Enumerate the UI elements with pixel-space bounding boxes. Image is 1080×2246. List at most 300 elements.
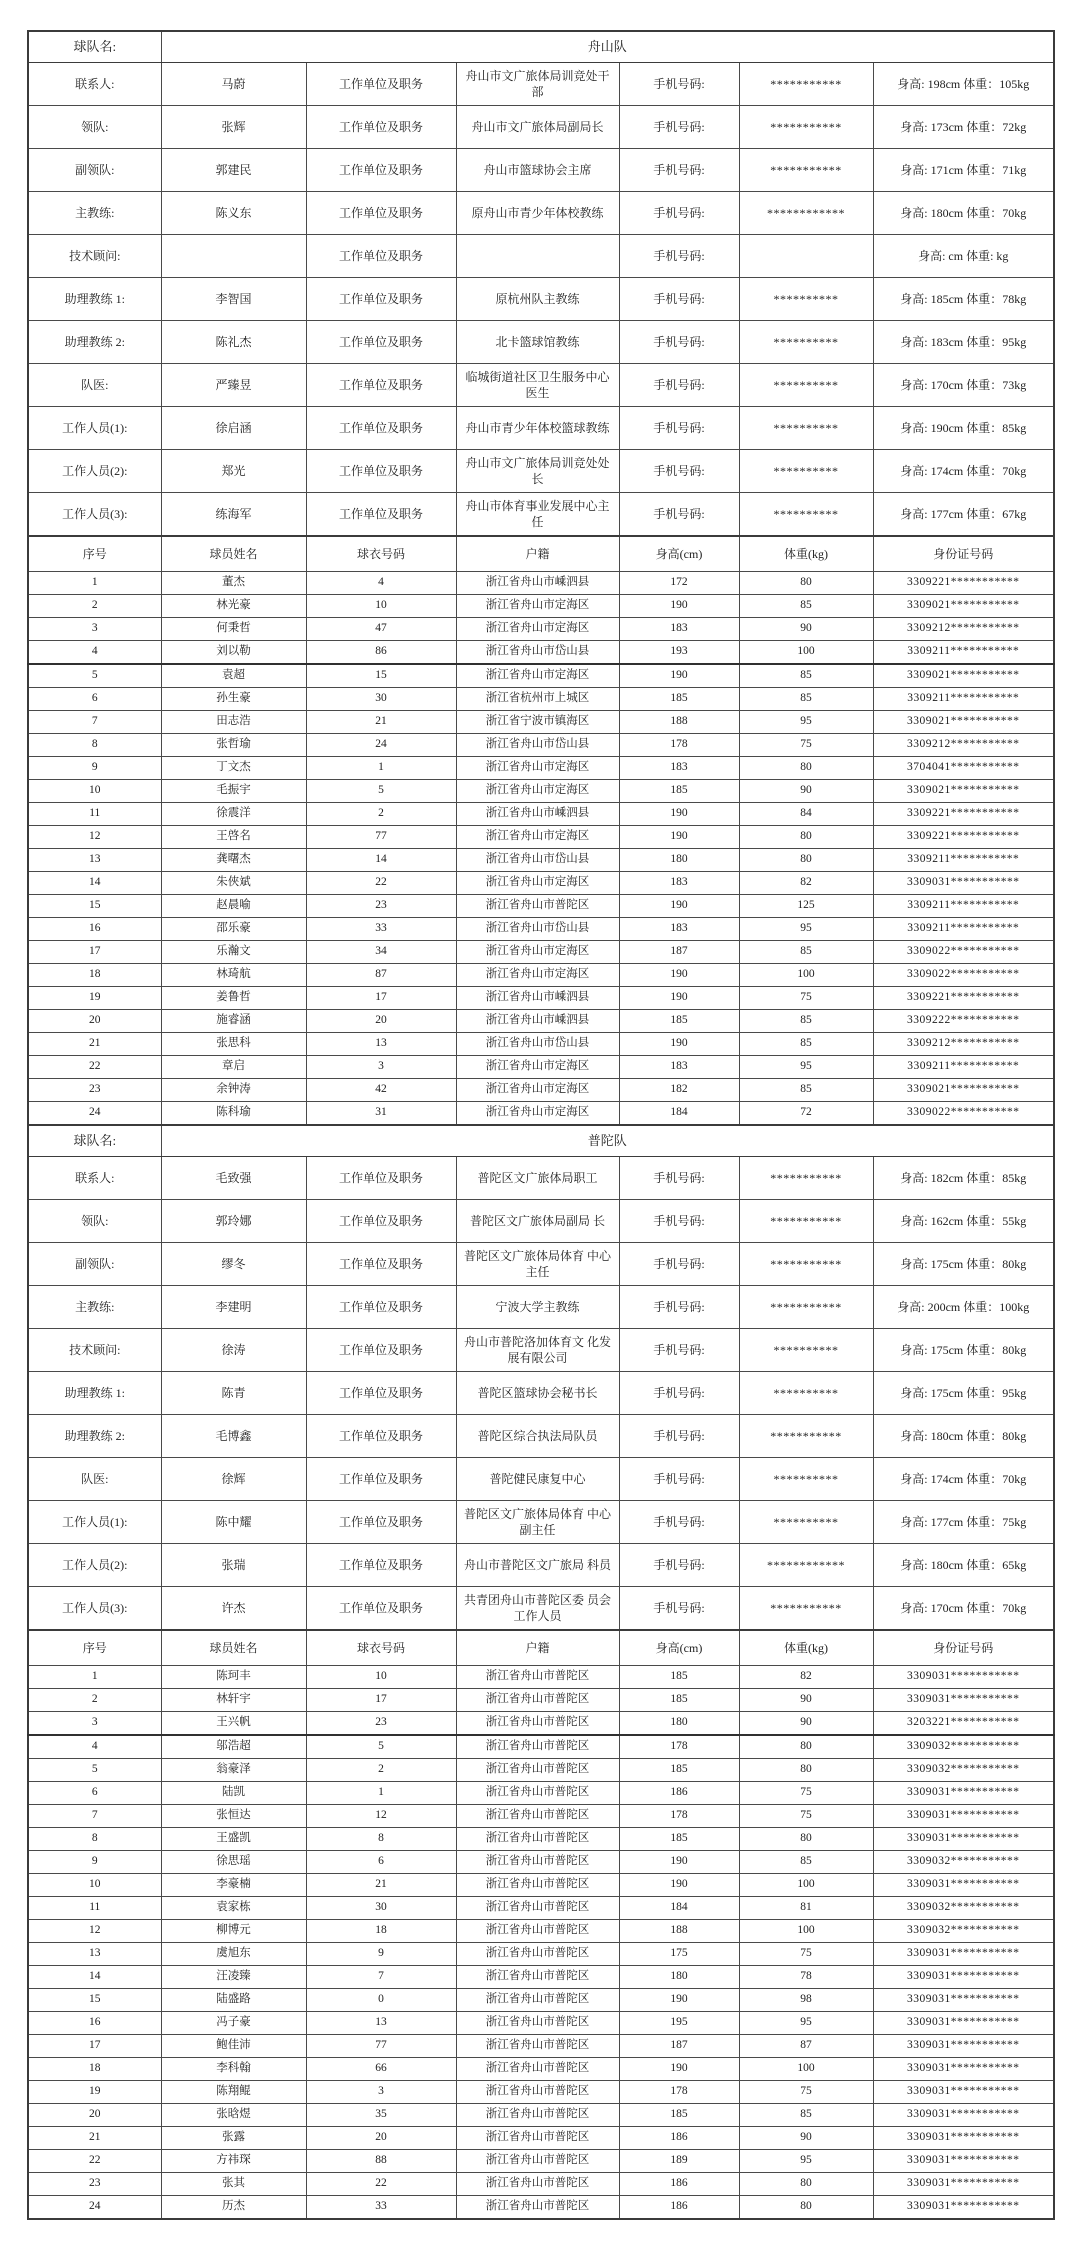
- player-hukou: 浙江省舟山市岱山县: [456, 1033, 619, 1056]
- staff-phone-masked: ***********: [739, 106, 873, 149]
- roster-body: [28, 31, 1054, 2219]
- player-weight: 90: [739, 1689, 873, 1712]
- player-jersey: 33: [306, 918, 456, 941]
- staff-unit-label: 工作单位及职务: [306, 1458, 456, 1501]
- player-height: 184: [619, 1897, 739, 1920]
- staff-phone-masked: ***********: [739, 149, 873, 192]
- player-hukou: 浙江省舟山市嵊泗县: [456, 987, 619, 1010]
- player-weight: 85: [739, 595, 873, 618]
- staff-unit-value: 舟山市篮球协会主席: [456, 149, 619, 192]
- player-row: [28, 2081, 1054, 2104]
- player-height: 185: [619, 1759, 739, 1782]
- player-name: 陈珂丰: [161, 1666, 306, 1689]
- player-row: [28, 1828, 1054, 1851]
- player-id-masked: 3309211***********: [873, 641, 1054, 665]
- player-name: 汪凌臻: [161, 1966, 306, 1989]
- staff-unit-label: 工作单位及职务: [306, 1329, 456, 1372]
- player-jersey: 35: [306, 2104, 456, 2127]
- staff-phone-label: 手机号码:: [619, 1458, 739, 1501]
- player-weight: 90: [739, 1712, 873, 1736]
- staff-unit-value: 舟山市普陀洛加体育文 化发展有限公司: [456, 1329, 619, 1372]
- player-name: 张恒达: [161, 1805, 306, 1828]
- staff-row: [28, 1458, 1054, 1501]
- player-hukou: 浙江省舟山市普陀区: [456, 1828, 619, 1851]
- staff-body-info: 身高: 170cm 体重：73kg: [873, 364, 1054, 407]
- staff-role: 工作人员(3):: [28, 493, 161, 537]
- player-jersey: 14: [306, 849, 456, 872]
- player-hukou: 浙江省舟山市普陀区: [456, 1805, 619, 1828]
- player-row: [28, 987, 1054, 1010]
- player-weight: 80: [739, 757, 873, 780]
- player-no: 14: [28, 1966, 161, 1989]
- staff-unit-value: 原杭州队主教练: [456, 278, 619, 321]
- player-name: 李科翰: [161, 2058, 306, 2081]
- players-header-col-1: 球员姓名: [161, 536, 306, 572]
- player-jersey: 7: [306, 1966, 456, 1989]
- players-header-col-5: 体重(kg): [739, 1630, 873, 1666]
- player-hukou: 浙江省舟山市普陀区: [456, 2127, 619, 2150]
- player-weight: 84: [739, 803, 873, 826]
- player-no: 8: [28, 734, 161, 757]
- player-row: [28, 1805, 1054, 1828]
- player-row: [28, 1759, 1054, 1782]
- player-row: [28, 826, 1054, 849]
- player-id-masked: 3309021***********: [873, 780, 1054, 803]
- player-id-masked: 3309032***********: [873, 1759, 1054, 1782]
- player-id-masked: 3309021***********: [873, 1079, 1054, 1102]
- player-name: 林光豪: [161, 595, 306, 618]
- player-jersey: 5: [306, 780, 456, 803]
- staff-phone-label: 手机号码:: [619, 1329, 739, 1372]
- staff-phone-masked: ***********: [739, 1587, 873, 1631]
- player-jersey: 86: [306, 641, 456, 665]
- player-id-masked: 3309031***********: [873, 1782, 1054, 1805]
- staff-unit-value: 原舟山市青少年体校教练: [456, 192, 619, 235]
- player-name: 虞旭东: [161, 1943, 306, 1966]
- player-name: 张晗煜: [161, 2104, 306, 2127]
- player-weight: 75: [739, 987, 873, 1010]
- player-id-masked: 3309031***********: [873, 2081, 1054, 2104]
- player-hukou: 浙江省舟山市嵊泗县: [456, 803, 619, 826]
- player-height: 178: [619, 2081, 739, 2104]
- player-hukou: 浙江省舟山市定海区: [456, 595, 619, 618]
- player-jersey: 20: [306, 2127, 456, 2150]
- player-row: [28, 2150, 1054, 2173]
- staff-unit-label: 工作单位及职务: [306, 192, 456, 235]
- player-name: 王盛凯: [161, 1828, 306, 1851]
- staff-body-info: 身高: 162cm 体重：55kg: [873, 1200, 1054, 1243]
- player-height: 183: [619, 872, 739, 895]
- staff-row: [28, 450, 1054, 493]
- player-id-masked: 3309211***********: [873, 688, 1054, 711]
- player-row: [28, 941, 1054, 964]
- staff-name: 练海军: [161, 493, 306, 537]
- staff-unit-label: 工作单位及职务: [306, 149, 456, 192]
- staff-unit-value: 普陀区综合执法局队员: [456, 1415, 619, 1458]
- staff-phone-label: 手机号码:: [619, 149, 739, 192]
- player-row: [28, 1943, 1054, 1966]
- player-hukou: 浙江省舟山市定海区: [456, 780, 619, 803]
- player-no: 1: [28, 572, 161, 595]
- player-name: 邬浩超: [161, 1735, 306, 1759]
- player-height: 185: [619, 1689, 739, 1712]
- player-row: [28, 1689, 1054, 1712]
- staff-unit-value: 舟山市普陀区文广旅局 科员: [456, 1544, 619, 1587]
- player-hukou: 浙江省舟山市普陀区: [456, 1897, 619, 1920]
- staff-unit-value: 舟山市文广旅体局训竞处干部: [456, 63, 619, 106]
- staff-phone-masked: **********: [739, 1458, 873, 1501]
- player-weight: 95: [739, 1056, 873, 1079]
- player-hukou: 浙江省舟山市普陀区: [456, 2012, 619, 2035]
- player-row: [28, 849, 1054, 872]
- staff-unit-label: 工作单位及职务: [306, 1243, 456, 1286]
- staff-body-info: 身高: 200cm 体重：100kg: [873, 1286, 1054, 1329]
- team-name-row: [28, 1125, 1054, 1157]
- players-header-col-5: 体重(kg): [739, 536, 873, 572]
- player-no: 21: [28, 1033, 161, 1056]
- players-header-col-1: 球员姓名: [161, 1630, 306, 1666]
- team-name-label: 球队名:: [28, 1125, 161, 1157]
- staff-unit-value: 普陀区篮球协会秘书长: [456, 1372, 619, 1415]
- staff-unit-value: 共青团舟山市普陀区委 员会工作人员: [456, 1587, 619, 1631]
- player-weight: 75: [739, 734, 873, 757]
- staff-row: [28, 1587, 1054, 1631]
- staff-phone-label: 手机号码:: [619, 278, 739, 321]
- player-no: 13: [28, 849, 161, 872]
- staff-unit-label: 工作单位及职务: [306, 1372, 456, 1415]
- player-no: 24: [28, 2196, 161, 2220]
- staff-unit-label: 工作单位及职务: [306, 1200, 456, 1243]
- player-name: 翁豪泽: [161, 1759, 306, 1782]
- player-name: 徐思瑶: [161, 1851, 306, 1874]
- staff-unit-value: 北卡篮球馆教练: [456, 321, 619, 364]
- player-name: 赵晨喻: [161, 895, 306, 918]
- player-weight: 95: [739, 2150, 873, 2173]
- player-hukou: 浙江省舟山市定海区: [456, 757, 619, 780]
- player-no: 17: [28, 2035, 161, 2058]
- player-height: 190: [619, 1989, 739, 2012]
- player-id-masked: 3309021***********: [873, 664, 1054, 688]
- player-id-masked: 3309212***********: [873, 734, 1054, 757]
- staff-body-info: 身高: 180cm 体重：65kg: [873, 1544, 1054, 1587]
- player-hukou: 浙江省舟山市岱山县: [456, 734, 619, 757]
- player-height: 185: [619, 2104, 739, 2127]
- staff-phone-masked: **********: [739, 1329, 873, 1372]
- player-jersey: 23: [306, 895, 456, 918]
- player-name: 鲍佳沛: [161, 2035, 306, 2058]
- staff-phone-label: 手机号码:: [619, 493, 739, 537]
- player-name: 陆盛路: [161, 1989, 306, 2012]
- staff-row: [28, 493, 1054, 537]
- staff-unit-value: 普陀区文广旅体局职工: [456, 1157, 619, 1200]
- staff-body-info: 身高: 180cm 体重：70kg: [873, 192, 1054, 235]
- player-height: 190: [619, 2058, 739, 2081]
- player-hukou: 浙江省舟山市岱山县: [456, 918, 619, 941]
- player-row: [28, 1712, 1054, 1736]
- staff-unit-label: 工作单位及职务: [306, 493, 456, 537]
- player-no: 21: [28, 2127, 161, 2150]
- player-row: [28, 2058, 1054, 2081]
- player-row: [28, 595, 1054, 618]
- staff-phone-label: 手机号码:: [619, 63, 739, 106]
- player-name: 何秉哲: [161, 618, 306, 641]
- player-name: 徐震洋: [161, 803, 306, 826]
- staff-name: 张瑞: [161, 1544, 306, 1587]
- player-id-masked: 3309031***********: [873, 1943, 1054, 1966]
- staff-name: 陈义东: [161, 192, 306, 235]
- player-height: 190: [619, 803, 739, 826]
- player-name: 乐瀚文: [161, 941, 306, 964]
- player-hukou: 浙江省舟山市普陀区: [456, 1989, 619, 2012]
- player-hukou: 浙江省舟山市定海区: [456, 1079, 619, 1102]
- player-height: 193: [619, 641, 739, 665]
- player-jersey: 21: [306, 711, 456, 734]
- player-hukou: 浙江省舟山市普陀区: [456, 1759, 619, 1782]
- player-height: 180: [619, 1712, 739, 1736]
- player-name: 孙生豪: [161, 688, 306, 711]
- staff-unit-label: 工作单位及职务: [306, 450, 456, 493]
- staff-phone-masked: ***********: [739, 1200, 873, 1243]
- player-jersey: 3: [306, 2081, 456, 2104]
- player-weight: 98: [739, 1989, 873, 2012]
- player-weight: 87: [739, 2035, 873, 2058]
- player-id-masked: 3309211***********: [873, 849, 1054, 872]
- player-no: 6: [28, 1782, 161, 1805]
- player-id-masked: 3309031***********: [873, 1805, 1054, 1828]
- staff-name: 严臻昱: [161, 364, 306, 407]
- player-no: 16: [28, 2012, 161, 2035]
- player-hukou: 浙江省舟山市普陀区: [456, 1735, 619, 1759]
- player-height: 185: [619, 1828, 739, 1851]
- player-weight: 75: [739, 1805, 873, 1828]
- player-hukou: 浙江省舟山市普陀区: [456, 2173, 619, 2196]
- player-row: [28, 1897, 1054, 1920]
- staff-row: [28, 106, 1054, 149]
- staff-role: 主教练:: [28, 192, 161, 235]
- staff-name: 毛博鑫: [161, 1415, 306, 1458]
- staff-body-info: 身高: 198cm 体重：105kg: [873, 63, 1054, 106]
- players-header-col-4: 身高(cm): [619, 1630, 739, 1666]
- player-height: 185: [619, 688, 739, 711]
- player-id-masked: 3309211***********: [873, 1056, 1054, 1079]
- staff-phone-masked: **********: [739, 407, 873, 450]
- player-jersey: 22: [306, 872, 456, 895]
- player-hukou: 浙江省舟山市普陀区: [456, 2081, 619, 2104]
- staff-role: 工作人员(2):: [28, 450, 161, 493]
- player-name: 田志浩: [161, 711, 306, 734]
- player-height: 188: [619, 711, 739, 734]
- team-name-row: [28, 31, 1054, 63]
- player-no: 22: [28, 1056, 161, 1079]
- player-row: [28, 2035, 1054, 2058]
- player-row: [28, 711, 1054, 734]
- player-hukou: 浙江省舟山市定海区: [456, 664, 619, 688]
- staff-row: [28, 192, 1054, 235]
- player-row: [28, 2173, 1054, 2196]
- player-height: 190: [619, 895, 739, 918]
- staff-row: [28, 1415, 1054, 1458]
- player-jersey: 3: [306, 1056, 456, 1079]
- player-row: [28, 1033, 1054, 1056]
- player-name: 王啓名: [161, 826, 306, 849]
- player-id-masked: 3309031***********: [873, 1966, 1054, 1989]
- player-no: 6: [28, 688, 161, 711]
- player-weight: 85: [739, 688, 873, 711]
- player-name: 龚曙杰: [161, 849, 306, 872]
- staff-name: [161, 235, 306, 278]
- players-header-row: [28, 536, 1054, 572]
- player-name: 柳博元: [161, 1920, 306, 1943]
- player-row: [28, 757, 1054, 780]
- player-id-masked: 3203221***********: [873, 1712, 1054, 1736]
- staff-phone-masked: ************: [739, 192, 873, 235]
- staff-name: 陈礼杰: [161, 321, 306, 364]
- player-weight: 75: [739, 2081, 873, 2104]
- staff-phone-label: 手机号码:: [619, 1587, 739, 1631]
- player-name: 丁文杰: [161, 757, 306, 780]
- player-row: [28, 618, 1054, 641]
- staff-role: 副领队:: [28, 149, 161, 192]
- player-id-masked: 3704041***********: [873, 757, 1054, 780]
- player-id-masked: 3309031***********: [873, 872, 1054, 895]
- staff-unit-value: 普陀区文广旅体局体育 中心主任: [456, 1243, 619, 1286]
- player-name: 张其: [161, 2173, 306, 2196]
- player-height: 178: [619, 1805, 739, 1828]
- staff-role: 助理教练 1:: [28, 1372, 161, 1415]
- staff-phone-masked: **********: [739, 493, 873, 537]
- staff-body-info: 身高: 180cm 体重：80kg: [873, 1415, 1054, 1458]
- team-name-value: 舟山队: [161, 31, 1054, 63]
- staff-unit-label: 工作单位及职务: [306, 1501, 456, 1544]
- player-id-masked: 3309031***********: [873, 2173, 1054, 2196]
- player-id-masked: 3309031***********: [873, 2150, 1054, 2173]
- player-weight: 90: [739, 618, 873, 641]
- player-height: 190: [619, 664, 739, 688]
- player-weight: 90: [739, 2127, 873, 2150]
- player-height: 187: [619, 941, 739, 964]
- player-row: [28, 688, 1054, 711]
- player-jersey: 9: [306, 1943, 456, 1966]
- player-no: 10: [28, 1874, 161, 1897]
- player-jersey: 30: [306, 688, 456, 711]
- staff-role: 副领队:: [28, 1243, 161, 1286]
- player-no: 24: [28, 1102, 161, 1126]
- player-id-masked: 3309221***********: [873, 987, 1054, 1010]
- player-id-masked: 3309031***********: [873, 2012, 1054, 2035]
- staff-role: 领队:: [28, 106, 161, 149]
- player-no: 4: [28, 1735, 161, 1759]
- player-id-masked: 3309032***********: [873, 1851, 1054, 1874]
- player-height: 185: [619, 1010, 739, 1033]
- player-row: [28, 964, 1054, 987]
- player-hukou: 浙江省舟山市普陀区: [456, 2104, 619, 2127]
- players-header-col-0: 序号: [28, 1630, 161, 1666]
- player-height: 188: [619, 1920, 739, 1943]
- player-height: 189: [619, 2150, 739, 2173]
- staff-role: 助理教练 2:: [28, 1415, 161, 1458]
- staff-row: [28, 1501, 1054, 1544]
- player-name: 历杰: [161, 2196, 306, 2220]
- player-name: 陈翔鲲: [161, 2081, 306, 2104]
- player-hukou: 浙江省舟山市定海区: [456, 964, 619, 987]
- player-hukou: 浙江省舟山市普陀区: [456, 895, 619, 918]
- player-jersey: 17: [306, 987, 456, 1010]
- staff-name: 陈中耀: [161, 1501, 306, 1544]
- player-hukou: 浙江省舟山市普陀区: [456, 1966, 619, 1989]
- player-jersey: 21: [306, 1874, 456, 1897]
- player-no: 3: [28, 1712, 161, 1736]
- player-no: 2: [28, 595, 161, 618]
- staff-unit-value: [456, 235, 619, 278]
- player-no: 9: [28, 757, 161, 780]
- staff-row: [28, 149, 1054, 192]
- player-name: 姜鲁哲: [161, 987, 306, 1010]
- staff-phone-masked: **********: [739, 321, 873, 364]
- player-row: [28, 918, 1054, 941]
- staff-unit-label: 工作单位及职务: [306, 1286, 456, 1329]
- staff-role: 助理教练 2:: [28, 321, 161, 364]
- staff-role: 助理教练 1:: [28, 278, 161, 321]
- player-no: 15: [28, 895, 161, 918]
- staff-name: 缪冬: [161, 1243, 306, 1286]
- player-row: [28, 780, 1054, 803]
- staff-body-info: 身高: 190cm 体重：85kg: [873, 407, 1054, 450]
- player-height: 184: [619, 1102, 739, 1126]
- staff-name: 徐辉: [161, 1458, 306, 1501]
- staff-name: 徐涛: [161, 1329, 306, 1372]
- player-row: [28, 1874, 1054, 1897]
- player-no: 9: [28, 1851, 161, 1874]
- staff-name: 陈青: [161, 1372, 306, 1415]
- staff-phone-label: 手机号码:: [619, 407, 739, 450]
- staff-phone-masked: [739, 235, 873, 278]
- player-no: 18: [28, 964, 161, 987]
- staff-role: 领队:: [28, 1200, 161, 1243]
- player-row: [28, 734, 1054, 757]
- staff-unit-label: 工作单位及职务: [306, 63, 456, 106]
- player-weight: 85: [739, 941, 873, 964]
- staff-body-info: 身高: 174cm 体重：70kg: [873, 1458, 1054, 1501]
- player-hukou: 浙江省舟山市岱山县: [456, 641, 619, 665]
- player-id-masked: 3309032***********: [873, 1920, 1054, 1943]
- player-no: 19: [28, 2081, 161, 2104]
- player-id-masked: 3309031***********: [873, 1689, 1054, 1712]
- staff-name: 郑光: [161, 450, 306, 493]
- player-height: 185: [619, 1666, 739, 1689]
- player-weight: 75: [739, 1782, 873, 1805]
- staff-phone-masked: ***********: [739, 63, 873, 106]
- player-weight: 82: [739, 872, 873, 895]
- player-weight: 80: [739, 1735, 873, 1759]
- players-header-col-6: 身份证号码: [873, 1630, 1054, 1666]
- player-weight: 125: [739, 895, 873, 918]
- player-id-masked: 3309222***********: [873, 1010, 1054, 1033]
- player-no: 22: [28, 2150, 161, 2173]
- player-no: 20: [28, 2104, 161, 2127]
- player-id-masked: 3309221***********: [873, 803, 1054, 826]
- player-hukou: 浙江省舟山市普陀区: [456, 1782, 619, 1805]
- staff-row: [28, 321, 1054, 364]
- player-hukou: 浙江省舟山市定海区: [456, 826, 619, 849]
- staff-phone-label: 手机号码:: [619, 1544, 739, 1587]
- staff-phone-label: 手机号码:: [619, 106, 739, 149]
- player-hukou: 浙江省舟山市嵊泗县: [456, 1010, 619, 1033]
- staff-body-info: 身高: cm 体重: kg: [873, 235, 1054, 278]
- player-weight: 100: [739, 1874, 873, 1897]
- player-hukou: 浙江省舟山市定海区: [456, 941, 619, 964]
- player-weight: 100: [739, 1920, 873, 1943]
- staff-phone-label: 手机号码:: [619, 1415, 739, 1458]
